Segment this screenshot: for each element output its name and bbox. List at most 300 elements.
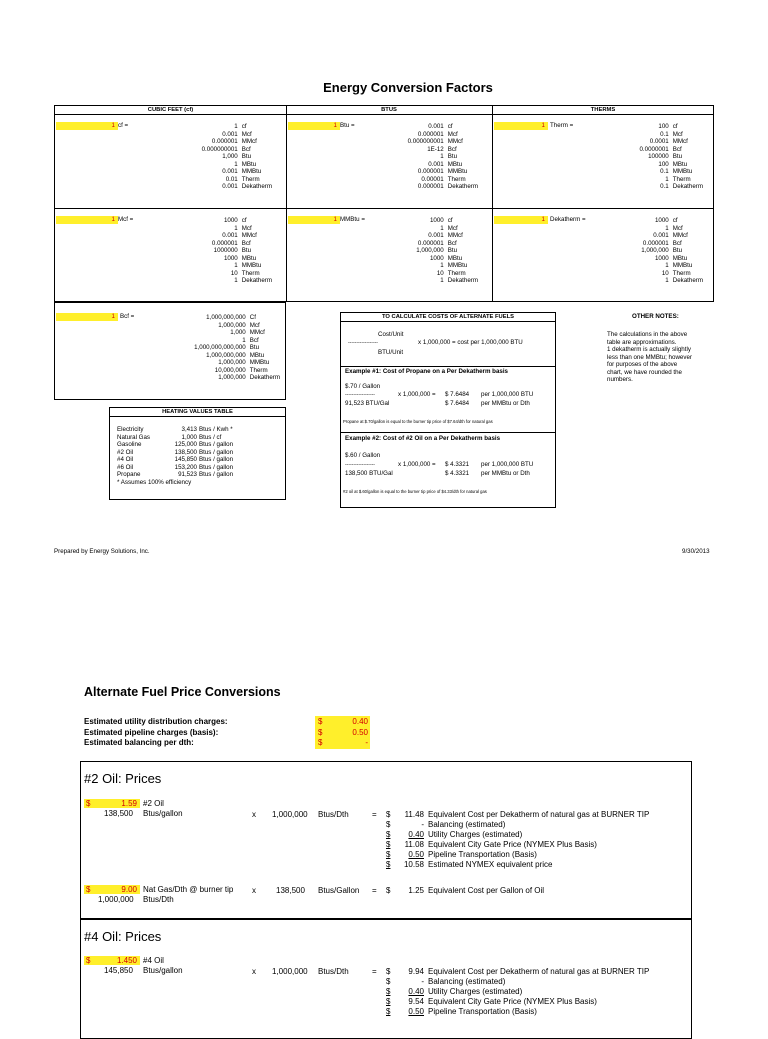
btu-row-unit: Bcf	[447, 145, 457, 153]
oil2-title: #2 Oil: Prices	[84, 771, 162, 786]
example2-btu: 138,500 BTU/Gal	[345, 470, 393, 477]
dth-row-value: 1000	[654, 217, 669, 224]
oil2-times: x	[252, 810, 256, 819]
bcf-row-value: 10,000,000	[214, 366, 246, 374]
bcf-row-value: 1,000,000,000,000	[194, 344, 246, 351]
example1-price: $.70 / Gallon	[345, 383, 381, 390]
formula-text: x 1,000,000 = cost per 1,000,000 BTU	[418, 339, 523, 346]
heating-title: HEATING VALUES TABLE	[110, 408, 285, 417]
btu-row-unit: Therm	[447, 175, 466, 183]
oil2-line-desc: Balancing (estimated)	[428, 820, 506, 829]
mcf-qty[interactable]: 1	[56, 216, 118, 224]
example2-value1: $ 4.3321	[445, 461, 470, 468]
note-line: less than one MMBtu; however	[607, 353, 692, 361]
gas-price-value: 9.00	[121, 885, 137, 894]
heating-value: 153,200	[174, 463, 197, 471]
bcf-row-unit: Therm	[249, 366, 268, 374]
cf-row-unit: Btu	[241, 153, 252, 160]
dth-row-value: 0.001	[653, 232, 669, 239]
cf-row-value: 0.000001	[211, 138, 238, 145]
btu-qty[interactable]: 1	[288, 122, 340, 130]
btu-row-value: 0.001	[428, 160, 444, 168]
bcf-row-value: 1,000,000	[218, 359, 246, 366]
cf-row-unit: Bcf	[241, 145, 251, 153]
btu-row-unit: MBtu	[447, 160, 463, 168]
example1-mult: x 1,000,000 =	[398, 391, 436, 398]
oil4-line-desc: Pipeline Transportation (Basis)	[428, 1007, 537, 1016]
oil2-multiplier-label: Btus/Dth	[318, 810, 349, 819]
cf-row-value: 0.01	[225, 175, 238, 183]
charges-values[interactable]	[318, 717, 368, 749]
mcf-row-value: 1000	[223, 217, 238, 224]
btu-row-unit: Btu	[447, 153, 458, 160]
mcf-row-unit: Therm	[241, 269, 260, 277]
oil2-line-desc: Equivalent Cost per Dekatherm of natural gas at BURNER TIP	[428, 810, 650, 819]
example1-title: Example #1: Cost of Propane on a Per Dekatherm basis	[345, 368, 508, 375]
cf-row-unit: Dekatherm	[241, 183, 272, 190]
mcf-row-unit: Bcf	[241, 239, 251, 247]
heating-unit: Btus / gallon	[199, 441, 234, 448]
bcf-row-unit: Btu	[249, 344, 260, 351]
dth-row-value: 1000	[654, 254, 669, 262]
oil2-btus: 138,500	[104, 809, 133, 818]
heating-unit: Btus / gallon	[199, 456, 234, 463]
mmbtu-row-value: 1,000,000	[416, 247, 444, 254]
mcf-row-unit: MBtu	[241, 254, 257, 262]
mmbtu-qty[interactable]: 1	[288, 216, 340, 224]
example1-unit1: per 1,000,000 BTU	[481, 391, 534, 398]
example1-note: Propane at $.70/gallon is equal to the burner tip price of $7.64/dth for natural gas	[343, 419, 493, 424]
bcf-row-unit: MMcf	[249, 329, 265, 336]
oil2-price[interactable]	[84, 799, 140, 808]
mmbtu-row-value: 1000	[429, 217, 444, 224]
heating-value: 1,000	[181, 433, 197, 441]
mcf-row-value: 1	[234, 224, 238, 232]
example2-unit1: per 1,000,000 BTU	[481, 461, 534, 468]
calc-title: TO CALCULATE COSTS OF ALTERNATE FUELS	[341, 313, 555, 322]
btu-row-value: 0.001	[428, 123, 444, 130]
oil2-line-value: 11.08	[404, 840, 424, 849]
oil2-multiplier: 1,000,000	[272, 810, 308, 819]
heating-unit: Btus / gallon	[199, 463, 234, 471]
cf-conversions	[202, 123, 272, 191]
mmbtu-label: MMBtu =	[340, 216, 365, 223]
oil4-line-desc: Equivalent Cost per Dekatherm of natural gas at BURNER TIP	[428, 967, 650, 976]
bcf-row-unit: Mcf	[249, 321, 260, 329]
heating-fuel: #4 Oil	[117, 456, 134, 463]
therm-row-value: 1	[665, 175, 669, 183]
bcf-row-unit: Bcf	[249, 336, 259, 344]
gas-dth-label: Btus/Dth	[143, 895, 174, 904]
note-line: table are approximations.	[607, 338, 677, 346]
oil2-price-label: #2 Oil	[143, 799, 164, 808]
dth-row-value: 0.000001	[642, 239, 669, 247]
oil4-line-desc: Balancing (estimated)	[428, 977, 506, 986]
conversion-table	[54, 105, 714, 302]
cf-row-value: 0.000000001	[201, 145, 238, 153]
oil2-price-value: 1.59	[121, 799, 137, 808]
oil4-line-cur: $	[386, 967, 391, 976]
gas-price-label: Nat Gas/Dth @ burner tip	[143, 885, 234, 894]
cf-label: cf =	[118, 122, 129, 129]
oil4-line-value: 0.50	[408, 1007, 424, 1016]
therm-conversions	[639, 123, 703, 191]
therm-row-unit: Bcf	[672, 145, 682, 153]
cf-row-unit: cf	[241, 123, 247, 130]
bcf-row-value: 1,000,000	[218, 374, 246, 381]
mcf-row-value: 1	[234, 277, 238, 284]
mmbtu-row-value: 0.001	[428, 232, 444, 239]
oil4-price-value: 1.450	[116, 956, 137, 965]
cf-row-unit: Mcf	[241, 130, 252, 138]
note-line: for purposes of the above	[607, 361, 678, 368]
footer-date: 9/30/2013	[682, 548, 710, 555]
therm-row-unit: Dekatherm	[672, 183, 703, 190]
example2-mult: x 1,000,000 =	[398, 461, 436, 468]
mcf-row-unit: Mcf	[241, 224, 252, 232]
therm-row-unit: Btu	[672, 153, 683, 160]
example2-dashes: ------------------	[345, 462, 375, 468]
mmbtu-row-unit: cf	[447, 217, 453, 224]
heating-row	[117, 471, 277, 479]
therm-row-unit: MMBtu	[672, 168, 693, 175]
cf-row-unit: MMcf	[241, 138, 257, 145]
example1-unit2: per MMBtu or Dth	[481, 400, 530, 407]
therm-row-value: 0.1	[660, 168, 669, 175]
mcf-row-value: 1000	[223, 254, 238, 262]
heating-fuel: Natural Gas	[117, 433, 151, 441]
heating-note: * Assumes 100% efficiency	[117, 478, 192, 486]
mcf-row-value: 10	[230, 269, 238, 277]
oil4-line-cur: $	[386, 987, 391, 996]
heating-row	[117, 434, 277, 442]
heating-row	[117, 464, 277, 472]
heating-fuel: Gasoline	[117, 441, 142, 448]
oil4-line-value: 9.94	[408, 967, 424, 976]
oil2-line-value: 11.48	[404, 810, 424, 819]
btu-unit: BTU/Unit	[378, 349, 404, 356]
mcf-row-unit: Dekatherm	[241, 277, 272, 284]
oil2-equals: =	[372, 810, 377, 819]
charge-amount: 0.50	[352, 727, 368, 737]
example2-note: #2 oil at $.60/gallon is equal to the burner tip price of $4.33/dth for natural gas	[343, 489, 487, 494]
oil2-line-value: 0.40	[408, 830, 424, 839]
cf-row-value: 0.001	[222, 183, 238, 190]
bcf-label: Bcf =	[120, 313, 135, 320]
dth-row-value: 1	[665, 262, 669, 269]
therm-row-value: 0.1	[660, 130, 669, 138]
bcf-row-value: 1,000	[230, 329, 246, 336]
oil2-line-desc: Equivalent City Gate Price (NYMEX Plus Basis)	[428, 840, 597, 849]
btu-row-value: 0.000001	[417, 168, 444, 175]
charge-amount: 0.40	[352, 717, 368, 726]
therm-row-unit: MBtu	[672, 160, 688, 168]
cf-row-unit: MMBtu	[241, 168, 262, 175]
cf-row-value: 0.001	[222, 168, 238, 175]
mcf-row-value: 1	[234, 262, 238, 269]
dth-row-value: 1,000,000	[641, 247, 669, 254]
example2-title: Example #2: Cost of #2 Oil on a Per Dekatherm basis	[345, 435, 501, 442]
oil2-line-desc: Utility Charges (estimated)	[428, 830, 523, 839]
mmbtu-row-unit: MBtu	[447, 254, 463, 262]
bcf-row-unit: MBtu	[249, 351, 265, 359]
cf-row-value: 1	[234, 160, 238, 168]
heating-unit: Btus / cf	[199, 433, 222, 441]
therm-row-value: 100000	[648, 153, 669, 160]
cf-row-value: 0.001	[222, 130, 238, 138]
mcf-row-unit: MMcf	[241, 232, 257, 239]
charge-label: Estimated pipeline charges (basis):	[84, 727, 219, 737]
btu-row-value: 0.000001	[417, 183, 444, 190]
mmbtu-row-value: 1	[440, 224, 444, 232]
page2-title: Alternate Fuel Price Conversions	[84, 685, 281, 699]
therm-row-unit: MMcf	[672, 138, 688, 145]
cf-row-unit: Therm	[241, 175, 260, 183]
oil2-line-cur: $	[386, 840, 391, 849]
oil2-btus-label: Btus/gallon	[143, 809, 183, 818]
oil2-line-cur: $	[386, 850, 391, 859]
heating-unit: Btus / gallon	[199, 471, 234, 478]
bcf-row-value: 1	[242, 336, 246, 344]
cf-qty[interactable]: 1	[56, 122, 118, 130]
oil4-multiplier: 1,000,000	[272, 967, 308, 976]
charge-label: Estimated balancing per dth:	[84, 738, 194, 747]
btu-row-value: 1E-12	[427, 145, 444, 153]
bcf-row-value: 1,000,000,000	[206, 314, 246, 321]
oil4-line-value: 9.54	[408, 997, 424, 1006]
oil2-line-value: -	[421, 820, 424, 829]
cf-row-value: 1	[234, 123, 238, 130]
oil2-line-value: 0.50	[408, 850, 424, 859]
mcf-row-unit: cf	[241, 217, 247, 224]
gas-equals: =	[372, 886, 377, 895]
heating-fuel: #6 Oil	[117, 463, 134, 471]
mmbtu-row-value: 1	[440, 262, 444, 269]
heating-fuel: Propane	[117, 471, 141, 478]
oil4-equals: =	[372, 967, 377, 976]
mcf-label: Mcf =	[118, 216, 134, 223]
gas-result-desc: Equivalent Cost per Gallon of Oil	[428, 886, 545, 895]
oil4-multiplier-label: Btus/Dth	[318, 967, 349, 976]
oil4-times: x	[252, 967, 256, 976]
heating-value: 138,500	[174, 448, 197, 456]
dth-row-unit: Dekatherm	[672, 277, 703, 284]
gas-btus-label: Btus/Gallon	[318, 886, 360, 895]
charge-amount: -	[365, 738, 368, 747]
cf-row-unit: MBtu	[241, 160, 257, 168]
therm-row-value: 0.0001	[649, 138, 669, 145]
gas-btus: 138,500	[276, 886, 305, 895]
oil4-line-cur: $	[386, 997, 391, 1006]
therm-row-value: 100	[658, 160, 669, 168]
oil4-line-value: -	[421, 977, 424, 986]
oil4-line-desc: Equivalent City Gate Price (NYMEX Plus Basis)	[428, 997, 597, 1006]
other-notes-text	[607, 331, 717, 384]
mcf-row-unit: MMBtu	[241, 262, 262, 269]
btu-row-unit: MMBtu	[447, 168, 468, 175]
other-notes-title: OTHER NOTES:	[632, 313, 679, 320]
therm-row-unit: Therm	[672, 175, 691, 183]
charge-value[interactable]	[318, 738, 368, 749]
cf-row-value: 1,000	[222, 153, 238, 160]
oil2-line-desc: Estimated NYMEX equivalent price	[428, 860, 553, 869]
charge-value[interactable]	[318, 717, 368, 728]
dth-row-value: 1	[665, 224, 669, 232]
bcf-qty[interactable]: 1	[56, 313, 118, 321]
mmbtu-row-value: 1000	[429, 254, 444, 262]
dth-row-unit: MMcf	[672, 232, 688, 239]
therm-qty[interactable]: 1	[494, 122, 548, 130]
oil2-line-cur: $	[386, 820, 391, 829]
dth-row-unit: Bcf	[672, 239, 682, 247]
mmbtu-row-unit: Therm	[447, 269, 466, 277]
btu-row-unit: MMcf	[447, 138, 463, 145]
btu-row-value: 1	[440, 153, 444, 160]
charges-block	[84, 717, 228, 749]
dth-conversions	[641, 217, 703, 285]
oil4-price-label: #4 Oil	[143, 956, 164, 965]
header-cubic-feet: CUBIC FEET (cf)	[55, 106, 286, 115]
charge-value[interactable]	[318, 728, 368, 739]
mmbtu-conversions	[416, 217, 478, 285]
bcf-row-value: 1,000,000	[218, 321, 246, 329]
gas-price[interactable]	[84, 885, 140, 894]
dth-row-unit: MBtu	[672, 254, 688, 262]
note-line: chart, we have rounded the	[607, 368, 682, 376]
mmbtu-row-unit: MMBtu	[447, 262, 468, 269]
mcf-row-unit: Btu	[241, 247, 252, 254]
heating-value: 91,523	[178, 471, 197, 478]
therm-row-unit: Mcf	[672, 130, 683, 138]
mmbtu-row-value: 10	[436, 269, 444, 277]
oil4-line-value: 0.40	[408, 987, 424, 996]
gas-result-cur: $	[386, 886, 391, 895]
charge-cur: $	[318, 717, 323, 726]
therm-row-value: 0.0000001	[639, 145, 669, 153]
example1-value2: $ 7.6484	[445, 400, 470, 407]
bcf-row-unit: Dekatherm	[249, 374, 280, 381]
therm-row-value: 100	[658, 123, 669, 130]
dth-row-unit: MMBtu	[672, 262, 693, 269]
heating-row	[117, 426, 277, 434]
dth-row-value: 1	[665, 277, 669, 284]
btu-row-value: 0.000001	[417, 130, 444, 138]
dth-row-value: 10	[661, 269, 669, 277]
header-btus: BTUS	[286, 106, 492, 115]
heating-fuel: #2 Oil	[117, 448, 134, 456]
btu-label: Btu =	[340, 122, 355, 129]
therm-row-value: 0.1	[660, 183, 669, 190]
bcf-conversions	[194, 314, 280, 382]
oil2-line-desc: Pipeline Transportation (Basis)	[428, 850, 537, 859]
note-line: 1 dekatherm is actually slightly	[607, 346, 691, 353]
oil4-price-cur: $	[86, 956, 91, 965]
example1-btu: 91,523 BTU/Gal	[345, 400, 390, 407]
dth-qty[interactable]: 1	[494, 216, 548, 224]
heating-row	[117, 441, 277, 449]
example1-dashes: ------------------	[345, 392, 375, 398]
bcf-row-value: 1,000,000,000	[206, 351, 246, 359]
mmbtu-row-value: 1	[440, 277, 444, 284]
example2-price: $.60 / Gallon	[345, 452, 381, 459]
btu-row-value: 0.00001	[421, 175, 444, 183]
example2-unit2: per MMBtu or Dth	[481, 470, 530, 477]
gas-price-cur: $	[86, 885, 91, 894]
oil4-btus: 145,850	[104, 966, 133, 975]
btu-row-unit: cf	[447, 123, 453, 130]
mmbtu-row-unit: Bcf	[447, 239, 457, 247]
heating-row	[117, 449, 277, 457]
gas-result: 1.25	[408, 886, 424, 895]
mcf-row-value: 0.001	[222, 232, 238, 239]
oil2-price-cur: $	[86, 799, 91, 808]
heating-value: 125,000	[174, 441, 197, 448]
mcf-conversions	[212, 217, 272, 285]
oil2-line-cur: $	[386, 860, 391, 869]
btu-conversions	[408, 123, 478, 191]
header-therms: THERMS	[492, 106, 714, 115]
gas-dth: 1,000,000	[98, 895, 134, 904]
oil4-line-cur: $	[386, 1007, 391, 1016]
oil2-line-cur: $	[386, 830, 391, 839]
dth-row-unit: cf	[672, 217, 678, 224]
note-line: numbers.	[607, 376, 633, 383]
heating-row	[117, 456, 277, 464]
oil2-line-cur: $	[386, 810, 391, 819]
cost-unit: Cost/Unit	[378, 331, 404, 338]
heating-rows	[117, 426, 277, 486]
dth-row-unit: Therm	[672, 269, 691, 277]
heating-unit: Btus / gallon	[199, 448, 234, 456]
charge-cur: $	[318, 738, 323, 747]
note-line: The calculations in the above	[607, 331, 688, 338]
mcf-row-value: 0.000001	[211, 239, 238, 247]
example1-value1: $ 7.6484	[445, 391, 470, 398]
footer-prepared-by: Prepared by Energy Solutions, Inc.	[54, 548, 150, 555]
therm-label: Therm =	[550, 122, 574, 129]
heating-unit: Btus / Kwh *	[199, 426, 233, 433]
oil4-line-cur: $	[386, 977, 391, 986]
dth-label: Dekatherm =	[550, 216, 586, 223]
oil4-price[interactable]	[84, 956, 140, 965]
dth-row-unit: Btu	[672, 247, 683, 254]
page-title: Energy Conversion Factors	[323, 80, 493, 95]
btu-row-value: 0.000000001	[407, 138, 444, 145]
gas-times: x	[252, 886, 256, 895]
oil4-title: #4 Oil: Prices	[84, 929, 162, 944]
mmbtu-row-unit: Dekatherm	[447, 277, 478, 284]
heating-value: 3,413	[181, 426, 197, 433]
formula-dashes: ------------------	[348, 340, 378, 346]
mmbtu-row-unit: Mcf	[447, 224, 458, 232]
oil2-line-value: 10.58	[403, 860, 424, 869]
btu-row-unit: Mcf	[447, 130, 458, 138]
mcf-row-value: 1000000	[213, 247, 238, 254]
example2-value2: $ 4.3321	[445, 470, 470, 477]
oil4-line-desc: Utility Charges (estimated)	[428, 987, 523, 996]
mmbtu-row-unit: Btu	[447, 247, 458, 254]
bcf-row-unit: Cf	[249, 314, 256, 321]
charge-cur: $	[318, 727, 323, 737]
heating-value: 145,850	[174, 456, 197, 463]
dth-row-unit: Mcf	[672, 224, 683, 232]
therm-row-unit: cf	[672, 123, 678, 130]
heating-fuel: Electricity	[117, 426, 144, 433]
mmbtu-row-unit: MMcf	[447, 232, 463, 239]
bcf-row-unit: MMBtu	[249, 359, 270, 366]
charge-label: Estimated utility distribution charges:	[84, 717, 228, 726]
btu-row-unit: Dekatherm	[447, 183, 478, 190]
